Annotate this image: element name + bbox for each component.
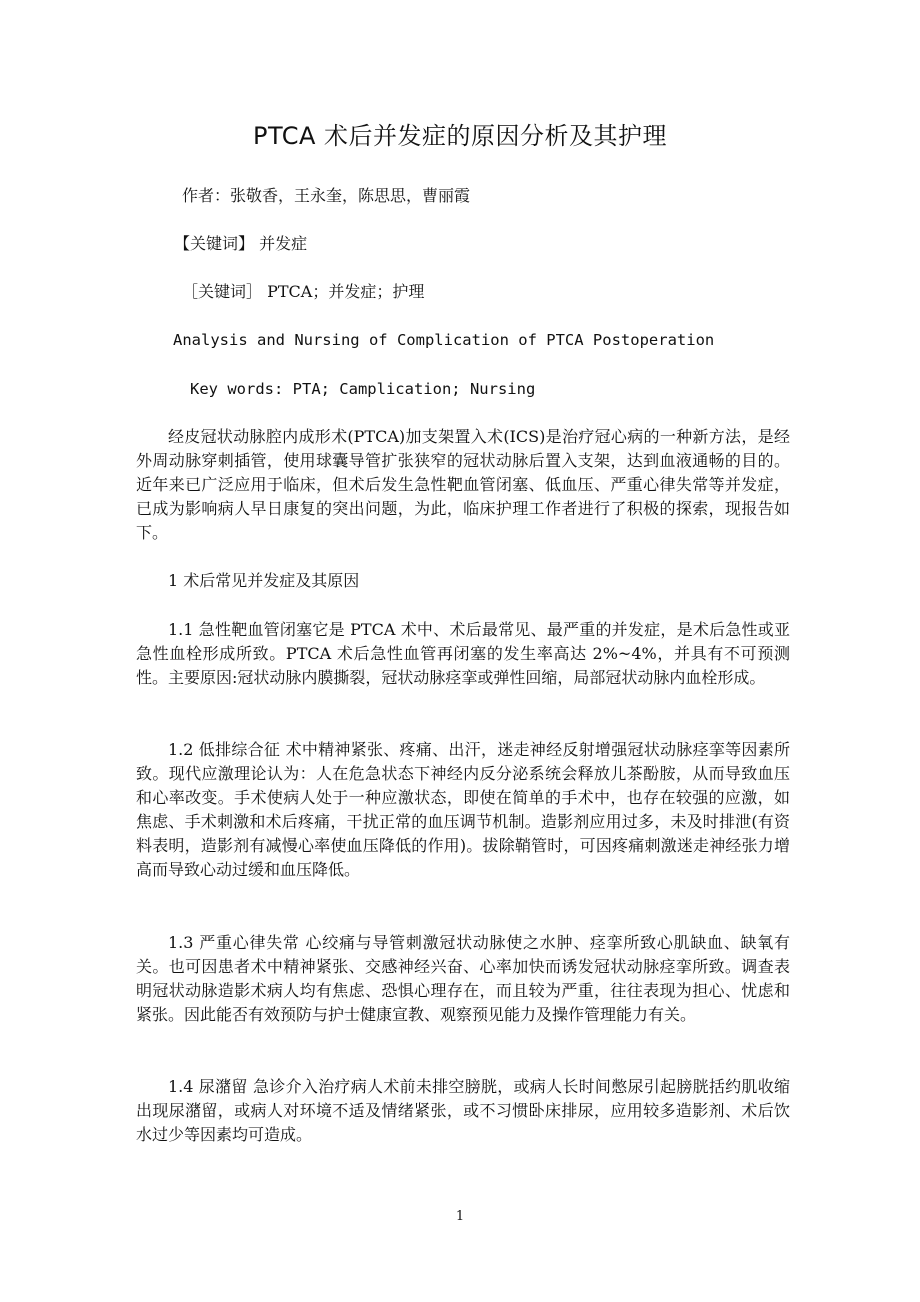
authors-line: 作者：张敬香，王永奎，陈思思，曹丽霞 — [182, 186, 471, 205]
english-title: Analysis and Nursing of Complication of PTCA Postoperation — [173, 331, 715, 349]
paragraph-1-3: 1.3 严重心律失常 心绞痛与导管刺激冠状动脉使之水肿、痉挛所致心肌缺血、缺氧有关。也可因患者术中精神紧张、交感神经兴奋、心率加快而诱发冠状动脉痉挛所致。调查表明冠状动脉造影术病人均有焦虑、恐惧心理存在，而且较为严重，往往表现为担心、忧虑和紧张。因此能否有效预防与护士健康宣教、观察预见能力及操作管理能力有关。 — [136, 933, 790, 1024]
paragraph-1-1: 1.1 急性靶血管闭塞它是 PTCA 术中、术后最常见、最严重的并发症，是术后急性或亚急性血栓形成所致。PTCA 术后急性血管再闭塞的发生率高达 2%~4%，并具有不可预测性。主要原因:冠状动脉内膜撕裂，冠状动脉痉挛或弹性回缩，局部冠状动脉内血栓形成。 — [136, 620, 790, 687]
english-keywords: Key words: PTA; Camplication; Nursing — [190, 380, 536, 398]
document-title: PTCA 术后并发症的原因分析及其护理 — [252, 122, 668, 150]
section-heading-1: 1 术后常见并发症及其原因 — [168, 571, 360, 590]
keywords-line-2: ［关键词］ PTCA；并发症；护理 — [182, 282, 425, 301]
page-number: 1 — [455, 1209, 465, 1224]
paragraph-1-2: 1.2 低排综合征 术中精神紧张、疼痛、出汗，迷走神经反射增强冠状动脉痉挛等因素所致。现代应激理论认为：人在危急状态下神经内反分泌系统会释放儿茶酚胺，从而导致血压和心率改变。手术使病人处于一种应激状态，即使在简单的手术中，也存在较强的应激，如焦虑、手术刺激和术后疼痛，干扰正常的血压调节机制。造影剂应用过多，未及时排泄(有资料表明，造影剂有减慢心率使血压降低的作用)。拔除鞘管时，可因疼痛刺激迷走神经张力增高而导致心动过缓和血压降低。 — [136, 740, 790, 879]
paragraph-intro: 经皮冠状动脉腔内成形术(PTCA)加支架置入术(ICS)是治疗冠心病的一种新方法，是经外周动脉穿刺插管，使用球囊导管扩张狭窄的冠状动脉后置入支架，达到血液通畅的目的。近年来已广泛应用于临床，但术后发生急性靶血管闭塞、低血压、严重心律失常等并发症，已成为影响病人早日康复的突出问题，为此，临床护理工作者进行了积极的探索，现报告如下。 — [136, 427, 790, 542]
paragraph-1-4: 1.4 尿潴留 急诊介入治疗病人术前未排空膀胱，或病人长时间憋尿引起膀胱括约肌收缩出现尿潴留，或病人对环境不适及情绪紧张，或不习惯卧床排尿，应用较多造影剂、术后饮水过少等因素均可造成。 — [136, 1077, 790, 1144]
keywords-line-1: 【关键词】 并发症 — [174, 234, 308, 253]
